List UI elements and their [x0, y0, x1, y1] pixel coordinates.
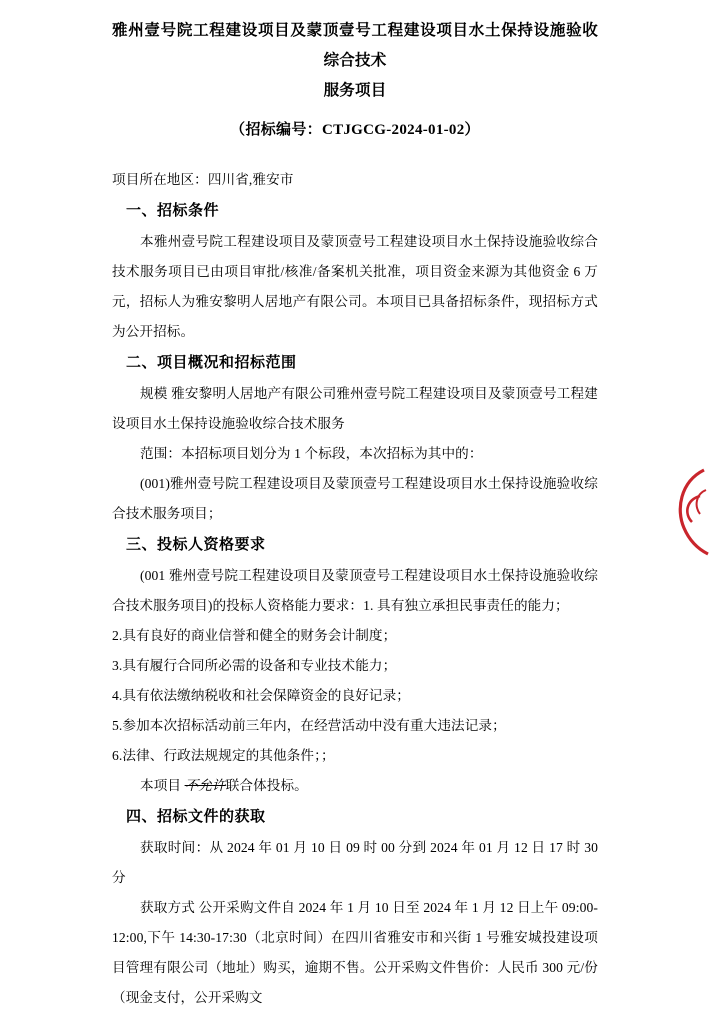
- section-1-paragraph-1: 本雅州壹号院工程建设项目及蒙顶壹号工程建设项目水土保持设施验收综合技术服务项目已由项目审批/核准/备案机关批准，项目资金来源为其他资金 6 万元，招标人为雅安黎明人居地产有限公司。本项目已具备招标条件，现招标方式为公开招标。: [112, 234, 598, 339]
- project-location: 项目所在地区：四川省,雅安市: [112, 172, 294, 187]
- section-2-paragraph-2: 范围：本招标项目划分为 1 个标段，本次招标为其中的：: [140, 446, 483, 461]
- section-3-paragraph-5: 5.参加本次招标活动前三年内，在经营活动中没有重大违法记录；: [112, 718, 506, 733]
- note-prefix: 本项目: [140, 778, 185, 793]
- red-seal-stamp: [670, 466, 710, 556]
- note-suffix: 联合体投标。: [225, 778, 308, 793]
- section-4-paragraph-1: 获取时间：从 2024 年 01 月 10 日 09 时 00 分到 2024 年 01 月 12 日 17 时 30 分: [112, 840, 598, 885]
- section-3-paragraph-1: (001 雅州壹号院工程建设项目及蒙顶壹号工程建设项目水土保持设施验收综合技术服务项目)的投标人资格能力要求：1. 具有独立承担民事责任的能力；: [112, 568, 598, 613]
- section-3-paragraph-3: 3.具有履行合同所必需的设备和专业技术能力；: [112, 658, 397, 673]
- document-title-line1: 雅州壹号院工程建设项目及蒙顶壹号工程建设项目水土保持设施验收综合技术: [112, 22, 598, 69]
- section-2-paragraph-3: (001)雅州壹号院工程建设项目及蒙顶壹号工程建设项目水土保持设施验收综合技术服务项目；: [112, 476, 598, 521]
- document-title-line2: 服务项目: [323, 82, 387, 99]
- section-2-paragraph-1: 规模 雅安黎明人居地产有限公司雅州壹号院工程建设项目及蒙顶壹号工程建设项目水土保持设施验收综合技术服务: [112, 386, 598, 431]
- document-body: [112, 165, 598, 1013]
- section-3-paragraph-2: 2.具有良好的商业信誉和健全的财务会计制度；: [112, 628, 397, 643]
- section-4-paragraph-2: 获取方式 公开采购文件自 2024 年 1 月 10 日至 2024 年 1 月 12 日上午 09:00-12:00,下午 14:30-17:30（北京时间）在四川省雅安市和兴街 1 号雅安城投建设项目管理有限公司（地址）购买，逾期不售。公开采购文件售价：人民币 300 元/份（现金支付，公开采购文: [112, 900, 598, 1005]
- section-heading-4: 四、招标文件的获取: [126, 809, 266, 825]
- section-3-paragraph-6: 6.法律、行政法规规定的其他条件；；: [112, 748, 335, 763]
- section-3-paragraph-4: 4.具有依法缴纳税收和社会保障资金的良好记录；: [112, 688, 410, 703]
- document-title: [112, 16, 598, 106]
- section-heading-3: 三、投标人资格要求: [126, 537, 266, 553]
- section-heading-1: 一、招标条件: [126, 203, 220, 219]
- bid-number: （招标编号：CTJGCG-2024-01-02）: [230, 122, 480, 138]
- note-italic: 不允许: [184, 778, 226, 793]
- section-heading-2: 二、项目概况和招标范围: [126, 355, 297, 371]
- section-3-note: [112, 771, 598, 801]
